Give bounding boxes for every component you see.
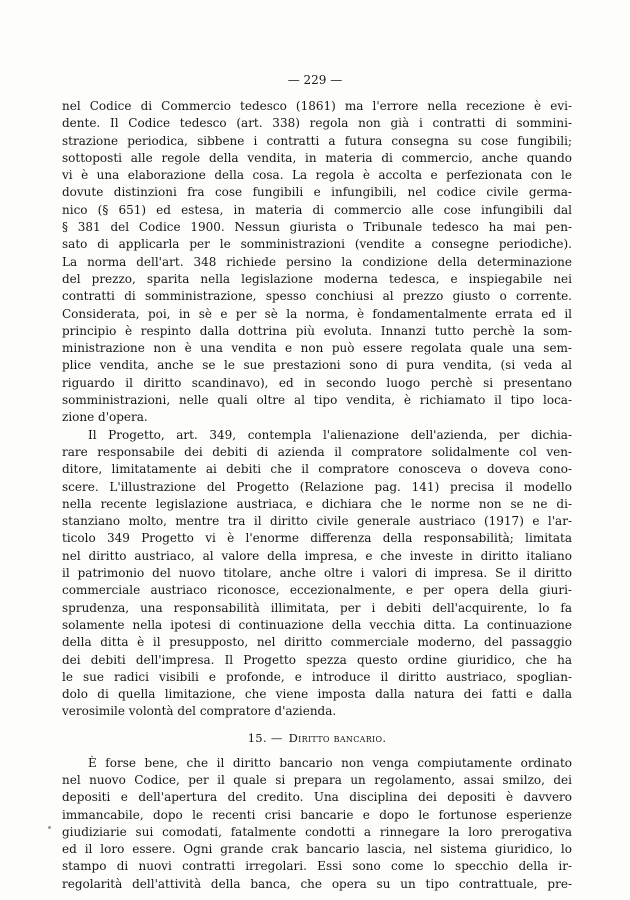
text-line: somministrazioni, nelle quali oltre al tipo vendita, è richiamato il tipo loca- <box>62 393 572 408</box>
text-line: Il Progetto, art. 349, contempla l'alienazione dell'azienda, per dichia- <box>88 427 572 442</box>
text-line: principio è respinto dalla dottrina più evoluta. Innanzi tutto perchè la som- <box>62 323 572 338</box>
text-line: scere. L'illustrazione del Progetto (Relazione pag. 141) precisa il modello <box>62 479 572 494</box>
text-line: vi è una elaborazione della cosa. La regola è accolta e perfezionata con le <box>62 168 572 183</box>
text-line: commerciale austriaco riconosce, eccezionalmente, e per opera della giuri- <box>62 583 572 598</box>
text-line: zione d'opera. <box>62 410 148 425</box>
page-number: — 229 — <box>287 73 343 87</box>
section-number: 15. — <box>247 730 283 745</box>
paragraph-2 <box>62 427 572 721</box>
text-line: dovute distinzioni fra cose fungibili e infungibili, nel codice civile germa- <box>62 185 572 200</box>
paragraph-1 <box>62 98 572 427</box>
section-title: Diritto bancario. <box>288 730 387 745</box>
text-line: ditore, limitatamente ai debiti che il compratore conosceva o doveva cono- <box>62 462 572 477</box>
text-line: riguardo il diritto scandinavo), ed in secondo luogo perchè si presentano <box>62 375 572 390</box>
text-line: strazione periodica, sibbene i contratti a futura consegna su cose fungibili; <box>62 133 572 148</box>
text-line: sprudenza, una responsabilità illimitata, per i debiti dell'acquirente, lo fa <box>62 600 572 615</box>
text-line: § 381 del Codice 1900. Nessun giurista o Tribunale tedesco ha mai pen- <box>62 220 572 235</box>
text-line: ed il loro essere. Ogni grande crak bancario lascia, nel sistema giuridico, lo <box>62 842 572 857</box>
text-line: verosimile volontà del compratore d'azienda. <box>62 704 337 719</box>
text-line: dei debiti dell'impresa. Il Progetto spezza questo ordine giuridico, che ha <box>62 652 572 667</box>
text-line: nel Codice di Commercio tedesco (1861) ma l'errore nella recezione è evi- <box>62 99 572 113</box>
text-line: del prezzo, sparita nella legislazione moderna tedesca, e inspiegabile nei <box>62 271 572 286</box>
text-line: nico (§ 651) ed estesa, in materia di commercio alle cose infungibili dal <box>62 202 572 217</box>
scan-speck <box>48 826 51 829</box>
text-line: stampo di nuovi contratti irregolari. Essi sono come lo specchio della ir- <box>62 859 572 874</box>
text-line: rare responsabile dei debiti di azienda il compratore solidalmente col ven- <box>62 444 572 459</box>
text-line: dente. Il Codice tedesco (art. 338) regola non già i contratti di sommini- <box>62 116 572 131</box>
text-line: contratti di somministrazione, spesso conchiusi al prezzo giusto o corrente. <box>62 289 572 304</box>
text-line: La norma dell'art. 348 richiede persino la condizione della determinazione <box>62 254 572 269</box>
text-line: immancabile, dopo le recenti crisi bancarie e dopo le fortunose esperienze <box>62 807 572 822</box>
page-body <box>62 98 572 893</box>
text-line: le sue radici visibili e profonde, e introduce il diritto austriaco, spoglian- <box>62 669 572 684</box>
section-heading <box>62 721 572 755</box>
text-line: regolarità dell'attività della banca, che opera su un tipo contrattuale, pre- <box>62 876 572 891</box>
text-line: giudiziarie sui comodati, fatalmente condotti a rinnegare la loro prerogativa <box>62 824 572 839</box>
text-line: ministrazione non è una vendita e non può essere regolata quale una sem- <box>62 341 572 356</box>
text-line: sottoposti alle regole della vendita, in materia di commercio, anche quando <box>62 150 572 165</box>
paragraph-3 <box>62 755 572 893</box>
text-line: plice vendita, anche se le sue prestazioni sono di pura vendita, (si veda al <box>62 358 572 373</box>
text-line: nel nuovo Codice, per il quale si prepara un regolamento, assai smilzo, dei <box>62 772 572 787</box>
text-line: stanziano molto, mentre tra il diritto civile generale austriaco (1917) e l'ar- <box>62 514 572 529</box>
text-line: nella recente legislazione austriaca, e dichiara che le norme non se ne di- <box>62 496 572 511</box>
text-line: solamente nella ipotesi di continuazione della vecchia ditta. La continuazione <box>62 617 572 632</box>
text-line: Considerata, poi, in sè e per sè la norma, è fondamentalmente errata ed il <box>62 306 572 321</box>
text-line: sato di applicarla per le somministrazioni (vendite a consegne periodiche). <box>62 237 572 252</box>
text-line: depositi e dell'apertura del credito. Una disciplina dei depositi è davvero <box>62 790 572 805</box>
text-line: il patrimonio del nuovo titolare, anche oltre i valori di impresa. Se il diritto <box>62 566 572 581</box>
text-line: dolo di quella limitazione, che viene imposta dalla natura dei fatti e dalla <box>62 687 572 702</box>
text-line: È forse bene, che il diritto bancario non venga compiutamente ordinato <box>88 755 572 770</box>
text-line: ticolo 349 Progetto vi è l'enorme differenza della responsabilità; limitata <box>62 531 572 546</box>
text-line: nel diritto austriaco, al valore della impresa, e che investe in diritto italiano <box>62 548 572 563</box>
text-line: della ditta è il presupposto, nel diritto commerciale moderno, del passaggio <box>62 635 572 650</box>
